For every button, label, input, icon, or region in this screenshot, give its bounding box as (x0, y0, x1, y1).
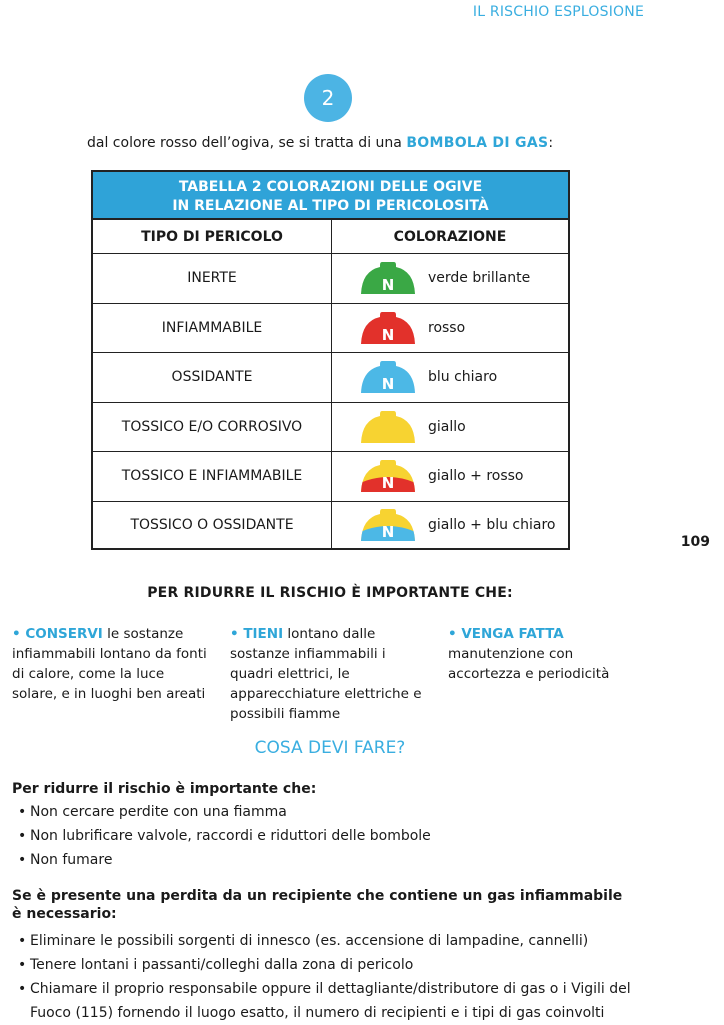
intro-suffix: : (548, 135, 554, 151)
table-title-line1: TABELLA 2 COLORAZIONI DELLE OGIVE (178, 179, 483, 195)
table-body (93, 254, 568, 548)
ogive-icon (360, 407, 416, 447)
list-item: • Tenere lontani i passanti/colleghi dalla zona di pericolo (12, 953, 662, 977)
hazard-type: TOSSICO E INFIAMMABILE (93, 452, 332, 501)
ogive-letter: N (381, 522, 395, 541)
coloration-label: giallo + blu chiaro (428, 516, 556, 533)
intro-highlight: BOMBOLA DI GAS (406, 135, 549, 151)
list-item: • Non fumare (12, 848, 672, 872)
ogive-letter: N (381, 325, 395, 344)
section2-list (12, 929, 662, 1025)
hazard-type: INFIAMMABILE (93, 304, 332, 353)
table-row (93, 452, 568, 502)
intro-text-main: dal colore rosso dell’ogiva, se si tratta di una (87, 135, 407, 151)
tip-keyword: • CONSERVI (12, 626, 103, 642)
ogive-letter: N (381, 276, 395, 295)
hazard-coloration (332, 452, 568, 501)
hazard-type: TOSSICO E/O CORROSIVO (93, 403, 332, 452)
table-column-header (93, 220, 568, 254)
step-number-badge: 2 (304, 74, 352, 122)
tip-column-venga-fatta (448, 624, 648, 684)
tip-text: lontano dalle sostanze infiammabili i quadri elettrici, le apparecchiature elettriche e possibili fiamme (230, 626, 422, 722)
list-item: • Eliminare le possibili sorgenti di innesco (es. accensione di lampadine, cannelli) (12, 929, 662, 953)
table-title-line2: IN RELAZIONE AL TIPO DI PERICOLOSITÀ (172, 198, 489, 214)
table-row (93, 254, 568, 304)
reduce-risk-title: PER RIDURRE IL RISCHIO È IMPORTANTE CHE: (147, 585, 513, 601)
hazard-coloration (332, 502, 568, 548)
hazard-coloration (332, 353, 568, 402)
tip-keyword: • TIENI (230, 626, 284, 642)
ogive-icon (360, 357, 416, 397)
table-row (93, 403, 568, 453)
table-row (93, 502, 568, 548)
page-number: 109 (680, 534, 710, 550)
coloration-label: giallo + rosso (428, 468, 524, 485)
section2-heading: Se è presente una perdita da un recipiente che contiene un gas infiammabile è necessario: (12, 888, 623, 922)
hazard-coloration (332, 254, 568, 303)
ogive-letter: N (381, 474, 395, 493)
ogive-letter: N (381, 375, 395, 394)
ogive-icon (360, 258, 416, 298)
intro-text (87, 135, 553, 151)
hazard-type: OSSIDANTE (93, 353, 332, 402)
hazard-type: TOSSICO O OSSIDANTE (93, 502, 332, 548)
coloration-label: verde brillante (428, 270, 531, 287)
column-header-type: TIPO DI PERICOLO (93, 220, 332, 253)
coloration-label: blu chiaro (428, 369, 498, 386)
ogive-icon (360, 505, 416, 545)
list-item: • Non cercare perdite con una fiamma (12, 800, 672, 824)
table-row (93, 304, 568, 354)
hazard-coloration (332, 304, 568, 353)
tip-column-conservi (12, 624, 208, 704)
hazard-type: INERTE (93, 254, 332, 303)
coloration-label: rosso (428, 319, 466, 336)
tip-keyword: • VENGA FATTA (448, 626, 564, 642)
list-item: • Chiamare il proprio responsabile oppure il dettagliante/distributore di gas o i Vigili del Fuoco (115) fornendo il luogo esatto, il numero di recipienti e i tipi di gas coinvolti (12, 977, 662, 1025)
ogive-icon (360, 456, 416, 496)
page-header-title: IL RISCHIO ESPLOSIONE (472, 4, 644, 20)
cosa-devi-fare-title: COSA DEVI FARE? (254, 738, 406, 758)
tip-column-tieni (230, 624, 430, 724)
table-row (93, 353, 568, 403)
hazard-coloration (332, 403, 568, 452)
column-header-color: COLORAZIONE (393, 228, 507, 245)
ogive-icon (360, 308, 416, 348)
tip-text: le sostanze infiammabili lontano da fonti di calore, come la luce solare, e in luoghi ben areati (12, 626, 207, 702)
ogive-color-table (91, 170, 570, 550)
section1-list (12, 800, 672, 872)
coloration-label: giallo (428, 418, 466, 435)
list-item: • Non lubrificare valvole, raccordi e riduttori delle bombole (12, 824, 672, 848)
section1-heading: Per ridurre il rischio è importante che: (12, 781, 317, 797)
table-title (93, 172, 568, 220)
tip-text: manutenzione con accortezza e periodicità (448, 646, 610, 682)
